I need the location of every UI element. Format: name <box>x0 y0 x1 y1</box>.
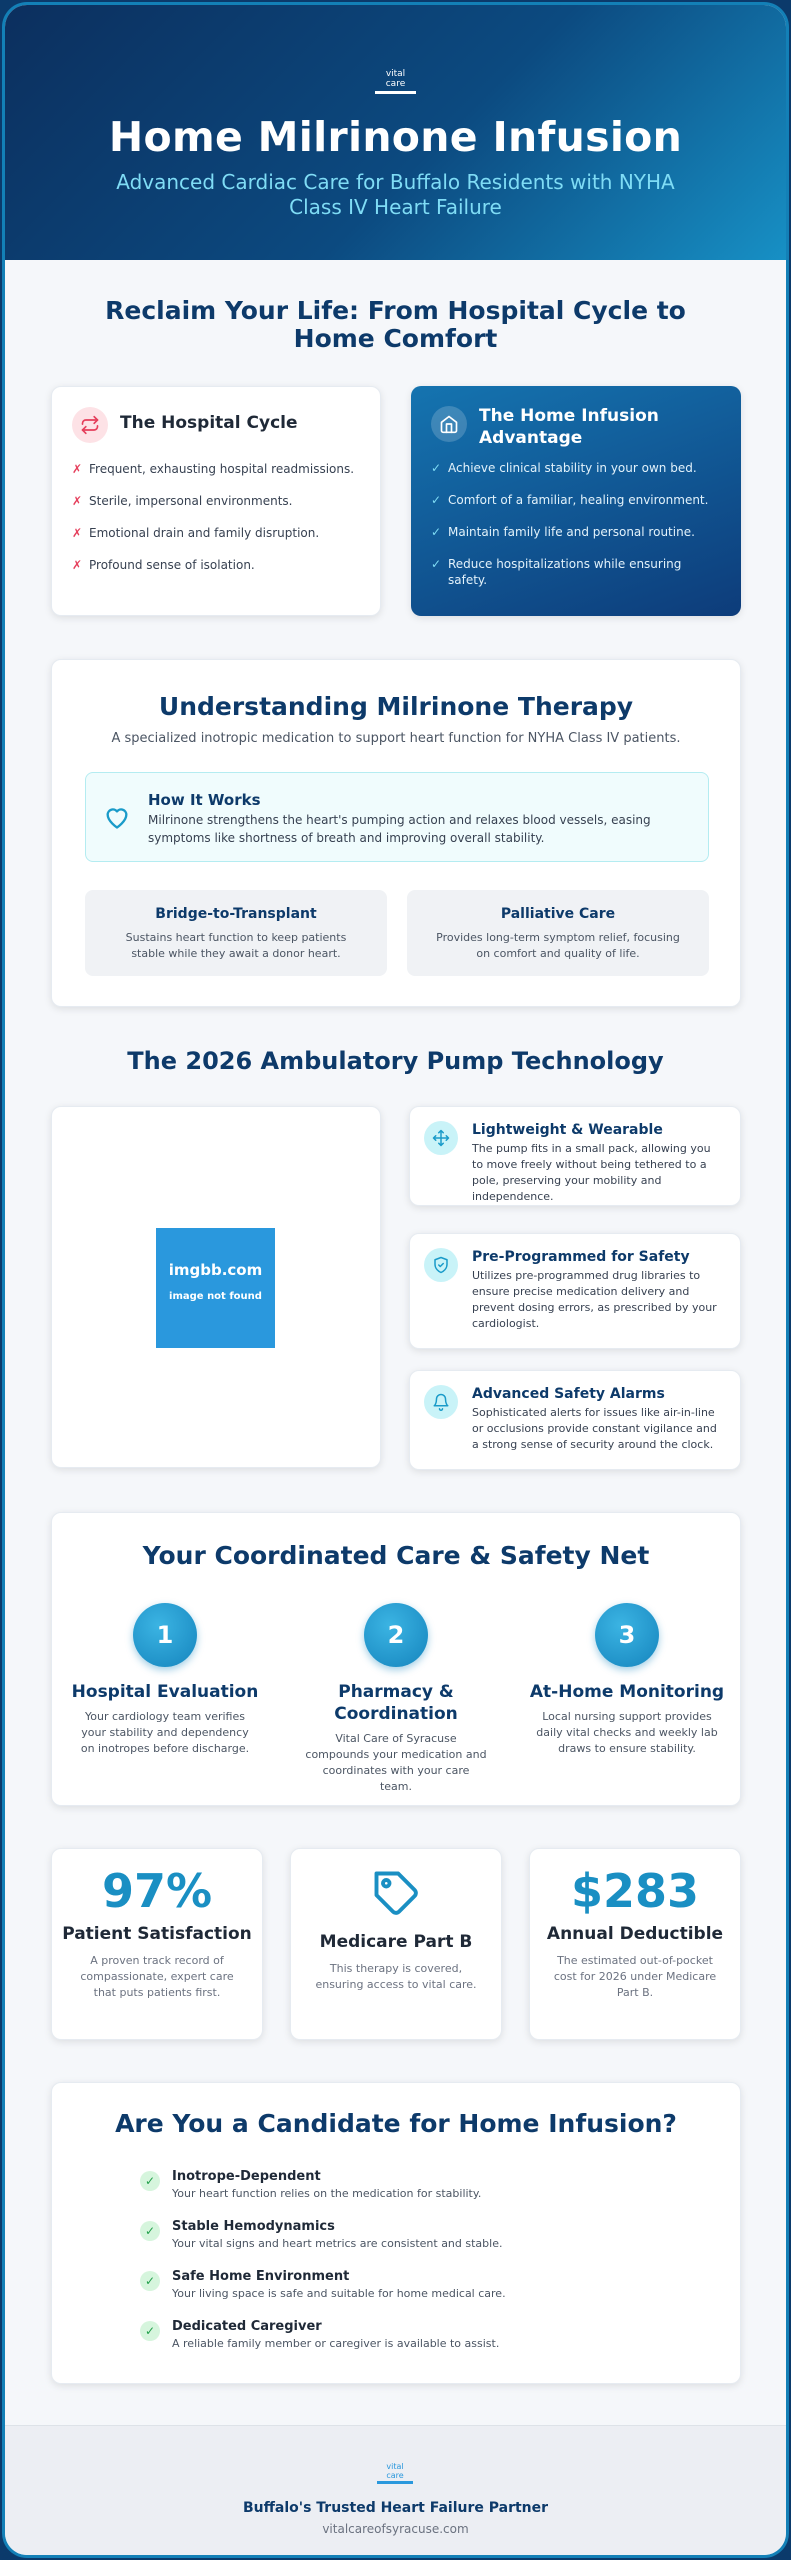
shield-check-icon <box>424 1248 458 1282</box>
feature-title: Advanced Safety Alarms <box>472 1386 665 1402</box>
list-item-text: Emotional drain and family disruption. <box>89 526 320 540</box>
footer-tagline: Buffalo's Trusted Heart Failure Partner <box>242 2500 549 2516</box>
stat-title: Annual Deductible <box>546 1924 724 1944</box>
pump-heading: The 2026 Ambulatory Pump Technology <box>127 1047 664 1075</box>
x-mark-icon: ✗ <box>72 558 83 572</box>
use-title: Bridge-to-Transplant <box>155 906 317 922</box>
step-title: Pharmacy & Coordination <box>334 1682 458 1724</box>
home-advantage-list <box>431 460 723 604</box>
image-placeholder[interactable] <box>156 1228 275 1348</box>
criterion-text: A reliable family member or caregiver is available to assist. <box>172 2337 500 2350</box>
list-item <box>431 524 723 540</box>
cycle-arrows-icon <box>72 407 108 443</box>
criterion-item <box>140 2269 640 2300</box>
hero-header <box>5 5 786 260</box>
stat-value: 97% <box>101 1864 213 1918</box>
home-advantage-card <box>411 386 741 616</box>
how-it-works-title: How It Works <box>148 791 261 809</box>
footer-url-link[interactable]: vitalcareofsyracuse.com <box>322 2522 469 2536</box>
criterion-item <box>140 2219 640 2250</box>
x-mark-icon: ✗ <box>72 494 83 508</box>
use-text: Sustains heart function to keep patients stable while they await a donor heart. <box>125 931 347 960</box>
care-step <box>291 1603 501 1795</box>
list-item-text: Frequent, exhausting hospital readmissions. <box>89 462 355 476</box>
list-item-text: Comfort of a familiar, healing environment. <box>448 493 709 507</box>
hospital-cycle-list <box>72 461 362 589</box>
check-icon: ✓ <box>431 557 442 571</box>
move-arrows-icon <box>424 1121 458 1155</box>
care-section <box>51 1512 741 1806</box>
placeholder-line-2: image not found <box>169 1291 262 1302</box>
step-number: 1 <box>133 1603 197 1667</box>
list-item <box>72 461 362 477</box>
list-item <box>72 493 362 509</box>
care-heading: Your Coordinated Care & Safety Net <box>142 1541 650 1570</box>
list-item <box>431 556 723 588</box>
hospital-cycle-title: The Hospital Cycle <box>120 413 298 433</box>
how-it-works-text: Milrinone strengthens the heart's pumping action and relaxes blood vessels, easing symptoms like shortness of breath and improving overall stability. <box>148 813 651 845</box>
list-item-text: Maintain family life and personal routine. <box>448 525 695 539</box>
candidate-section <box>51 2082 741 2384</box>
criterion-text: Your vital signs and heart metrics are consistent and stable. <box>172 2237 503 2250</box>
heart-icon <box>102 803 132 835</box>
list-item-text: Sterile, impersonal environments. <box>89 494 293 508</box>
step-title: Hospital Evaluation <box>71 1682 259 1702</box>
check-icon: ✓ <box>431 525 442 539</box>
criterion-title: Stable Hemodynamics <box>172 2219 335 2234</box>
step-text: Vital Care of Syracuse compounds your medication and coordinates with your care team. <box>305 1732 487 1793</box>
brand-logo[interactable]: vital care <box>375 69 416 94</box>
feature-title: Lightweight & Wearable <box>472 1122 663 1138</box>
criterion-text: Your living space is safe and suitable for home medical care. <box>172 2287 506 2300</box>
bell-icon <box>424 1385 458 1419</box>
page-title: Home Milrinone Infusion <box>108 113 683 161</box>
feature-alarms-card <box>409 1370 741 1470</box>
feature-text: Sophisticated alerts for issues like air-in-line or occlusions provide constant vigilance and a strong sense of security around the clock. <box>472 1406 717 1451</box>
price-tag-icon <box>291 1867 501 1921</box>
stat-text: A proven track record of compassionate, expert care that puts patients first. <box>80 1954 234 1999</box>
list-item <box>72 525 362 541</box>
pump-image-card <box>51 1106 381 1468</box>
check-circle-icon: ✓ <box>140 2221 160 2241</box>
therapy-lead: A specialized inotropic medication to support heart function for NYHA Class IV patients. <box>111 731 681 746</box>
check-circle-icon: ✓ <box>140 2171 160 2191</box>
check-circle-icon: ✓ <box>140 2321 160 2341</box>
feature-title: Pre-Programmed for Safety <box>472 1249 690 1265</box>
stat-text: This therapy is covered, ensuring access to vital care. <box>315 1962 477 1991</box>
footer-logo[interactable]: vital care <box>377 2462 413 2484</box>
criterion-title: Safe Home Environment <box>172 2269 350 2284</box>
step-number: 3 <box>595 1603 659 1667</box>
list-item <box>72 557 362 573</box>
stat-title: Medicare Part B <box>319 1932 473 1952</box>
criterion-title: Inotrope-Dependent <box>172 2169 321 2184</box>
check-circle-icon: ✓ <box>140 2271 160 2291</box>
placeholder-line-1: imgbb.com <box>168 1261 263 1279</box>
page-footer <box>5 2425 786 2555</box>
step-title: At-Home Monitoring <box>529 1682 725 1702</box>
stat-text: The estimated out-of-pocket cost for 2026 under Medicare Part B. <box>553 1954 717 1999</box>
list-item-text: Reduce hospitalizations while ensuring safety. <box>448 557 682 587</box>
care-step <box>522 1603 732 1757</box>
page-subtitle: Advanced Cardiac Care for Buffalo Residents with NYHA Class IV Heart Failure <box>116 170 675 219</box>
use-text: Provides long-term symptom relief, focusing on comfort and quality of life. <box>436 931 680 960</box>
step-text: Your cardiology team verifies your stability and dependency on inotropes before discharge. <box>80 1710 250 1755</box>
care-step <box>60 1603 270 1757</box>
feature-text: The pump fits in a small pack, allowing you to move freely without being tethered to a pole, preserving your mobility and independence. <box>472 1142 711 1203</box>
list-item <box>431 460 723 476</box>
use-title: Palliative Care <box>500 906 616 922</box>
how-it-works-box <box>85 772 709 862</box>
reclaim-heading: Reclaim Your Life: From Hospital Cycle to Home Comfort <box>105 296 686 353</box>
x-mark-icon: ✗ <box>72 526 83 540</box>
stat-deductible-card <box>529 1848 741 2040</box>
feature-lightweight-card <box>409 1106 741 1206</box>
check-icon: ✓ <box>431 461 442 475</box>
list-item-text: Achieve clinical stability in your own bed. <box>448 461 697 475</box>
hospital-cycle-card <box>51 386 381 616</box>
page-frame <box>5 5 786 2555</box>
candidate-heading: Are You a Candidate for Home Infusion? <box>115 2109 677 2138</box>
stat-title: Patient Satisfaction <box>62 1924 252 1944</box>
x-mark-icon: ✗ <box>72 462 83 476</box>
therapy-heading: Understanding Milrinone Therapy <box>158 692 634 721</box>
criterion-item <box>140 2319 640 2350</box>
stat-value: $283 <box>570 1864 700 1918</box>
home-advantage-title: The Home Infusion Advantage <box>479 406 659 448</box>
list-item-text: Profound sense of isolation. <box>89 558 255 572</box>
bridge-to-transplant-card <box>85 890 387 976</box>
therapy-section <box>51 659 741 1007</box>
list-item <box>431 492 723 508</box>
criterion-title: Dedicated Caregiver <box>172 2319 322 2334</box>
criterion-item <box>140 2169 640 2200</box>
palliative-care-card <box>407 890 709 976</box>
stat-satisfaction-card <box>51 1848 263 2040</box>
step-text: Local nursing support provides daily vital checks and weekly lab draws to ensure stability. <box>536 1710 718 1755</box>
stat-medicare-card <box>290 1848 502 2040</box>
feature-safety-card <box>409 1233 741 1349</box>
check-icon: ✓ <box>431 493 442 507</box>
criterion-text: Your heart function relies on the medication for stability. <box>172 2187 482 2200</box>
feature-text: Utilizes pre-programmed drug libraries to ensure precise medication delivery and prevent dosing errors, as prescribed by your cardiologist. <box>472 1269 717 1330</box>
step-number: 2 <box>364 1603 428 1667</box>
home-icon <box>431 406 467 442</box>
